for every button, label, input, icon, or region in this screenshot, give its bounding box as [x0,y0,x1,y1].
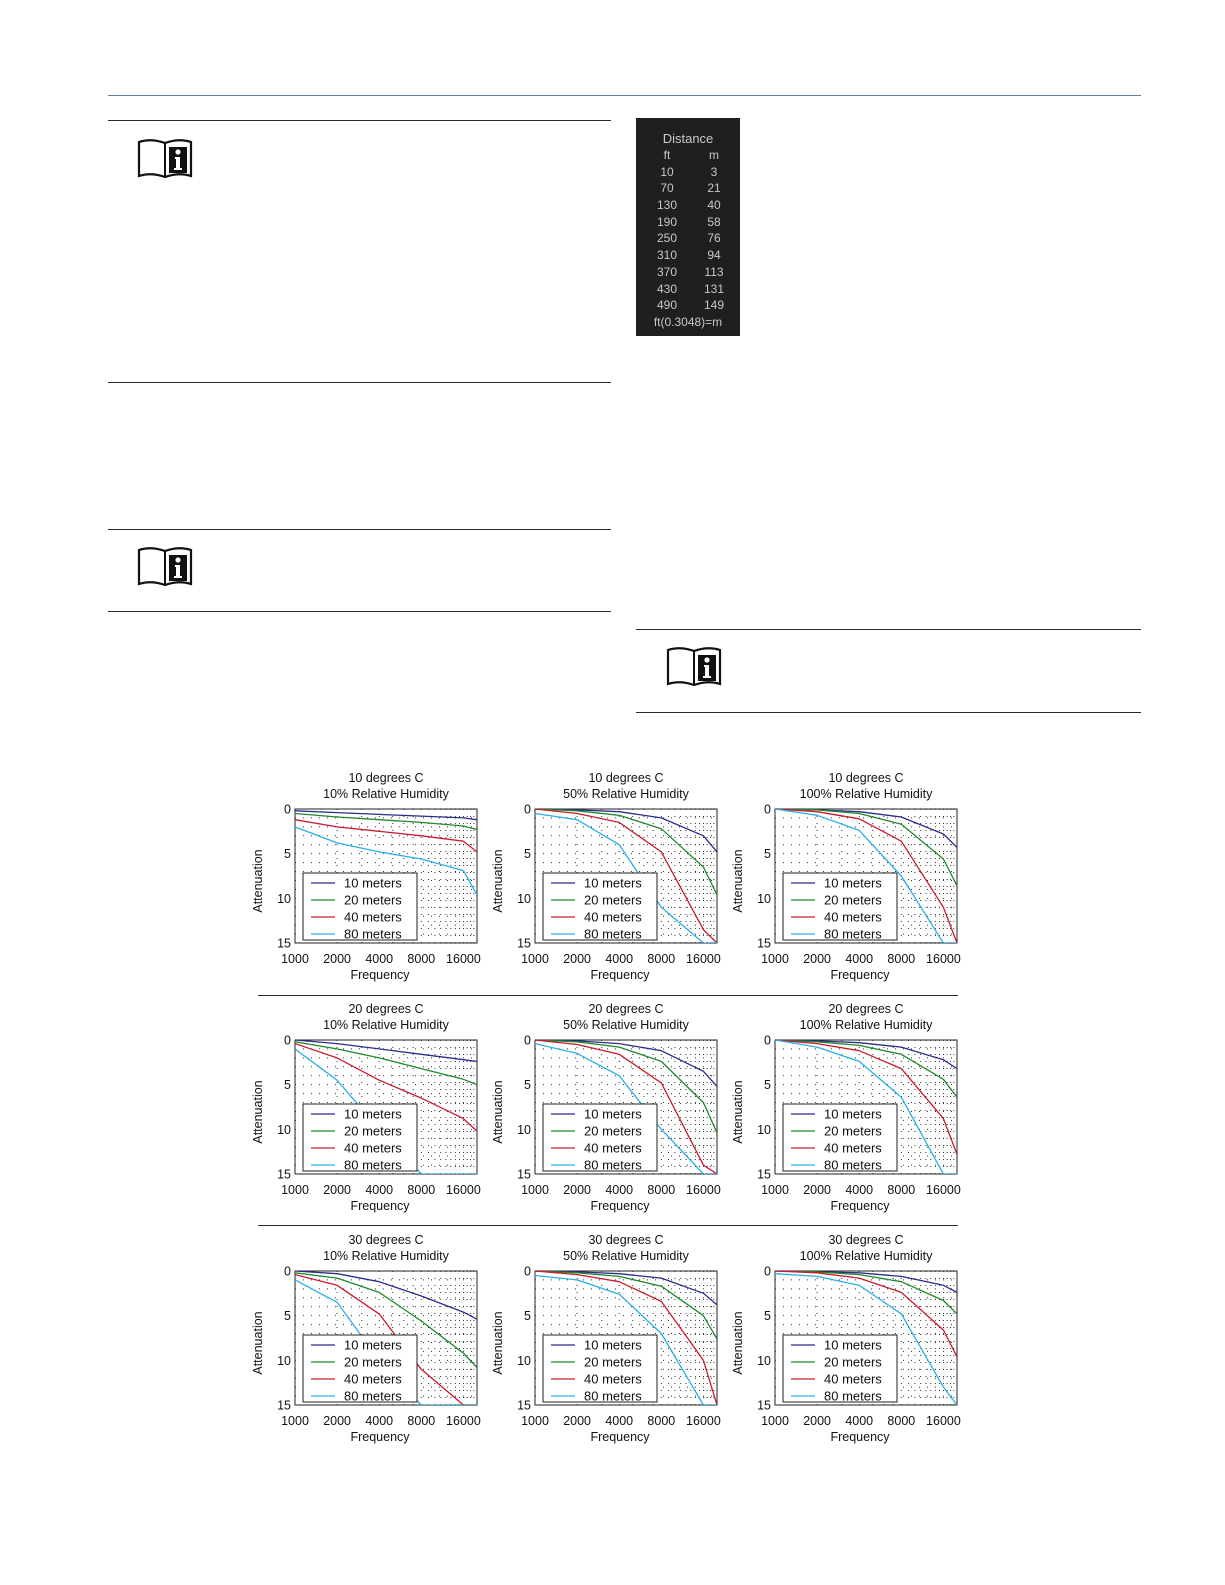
legend-label: 80 meters [584,1388,642,1404]
chart-title: 30 degrees C [828,1233,904,1247]
y-tick-label: 10 [277,1122,291,1137]
x-tick-label: 8000 [407,1183,436,1197]
distance-ft-cell: 250 [656,231,678,246]
x-tick-label: 4000 [605,952,634,966]
y-axis-label: Attenuation [251,849,265,913]
y-tick-label: 0 [764,1033,771,1048]
legend-label: 80 meters [344,1157,402,1173]
distance-ft-cell: 130 [656,198,678,213]
x-tick-label: 4000 [365,1183,394,1197]
distance-ft-cell: 190 [656,214,678,229]
legend-label: 20 meters [584,892,642,908]
y-tick-label: 15 [517,1398,531,1413]
x-tick-label: 4000 [845,1414,874,1428]
legend-label: 10 meters [824,1106,882,1122]
y-tick-label: 15 [517,1167,531,1182]
distance-table-title: Distance [662,131,714,146]
distance-table-header-ft: ft [663,148,671,162]
distance-m-cell: 76 [707,231,721,246]
distance-m-cell: 149 [703,298,725,313]
legend-label: 10 meters [584,1106,642,1122]
x-tick-label: 2000 [323,952,352,966]
legend-label: 10 meters [824,875,882,891]
y-tick-label: 15 [757,1398,771,1413]
y-tick-label: 15 [277,1167,291,1182]
x-tick-label: 4000 [845,1183,874,1197]
x-tick-label: 1000 [521,1414,549,1428]
y-tick-label: 5 [524,1078,531,1093]
chart-title: 10 degrees C [348,771,424,785]
y-tick-label: 10 [757,1122,771,1137]
chart-title: 10 degrees C [828,771,904,785]
attenuation-chart [251,1002,481,1213]
legend-label: 80 meters [584,926,642,942]
y-tick-label: 15 [757,936,771,951]
y-tick-label: 0 [524,1033,531,1048]
y-tick-label: 0 [284,802,291,817]
legend-label: 10 meters [344,1106,402,1122]
x-tick-label: 16000 [446,1414,481,1428]
x-tick-label: 2000 [803,1183,832,1197]
y-tick-label: 10 [757,891,771,906]
distance-ft-cell: 370 [656,264,678,279]
attenuation-chart [251,1233,481,1444]
legend-label: 80 meters [344,1388,402,1404]
y-axis-label: Attenuation [491,1311,505,1375]
y-tick-label: 10 [277,891,291,906]
x-tick-label: 1000 [281,1414,309,1428]
x-tick-label: 16000 [686,1414,721,1428]
attenuation-chart [491,1233,721,1444]
chart-subtitle: 10% Relative Humidity [323,1018,449,1032]
chart-subtitle: 100% Relative Humidity [799,1018,933,1032]
chart-subtitle: 10% Relative Humidity [323,1249,449,1263]
legend-label: 40 meters [584,1371,642,1387]
x-tick-label: 4000 [365,952,394,966]
legend-label: 10 meters [584,875,642,891]
legend-label: 80 meters [824,926,882,942]
x-tick-label: 8000 [647,952,676,966]
legend-label: 20 meters [824,1354,882,1370]
chart-subtitle: 50% Relative Humidity [563,1018,689,1032]
legend-label: 40 meters [824,1140,882,1156]
chart-title: 20 degrees C [828,1002,904,1016]
attenuation-chart [491,1002,721,1213]
distance-ft-cell: 10 [660,164,674,179]
distance-ft-cell: 490 [656,298,678,313]
legend-label: 20 meters [584,1354,642,1370]
y-tick-label: 0 [524,1264,531,1279]
y-axis-label: Attenuation [491,849,505,913]
chart-subtitle: 50% Relative Humidity [563,1249,689,1263]
chart-title: 30 degrees C [348,1233,424,1247]
distance-m-cell: 113 [704,264,724,279]
x-tick-label: 16000 [446,952,481,966]
legend-label: 10 meters [824,1337,882,1353]
legend-label: 40 meters [824,1371,882,1387]
x-tick-label: 8000 [887,952,916,966]
x-tick-label: 2000 [563,952,592,966]
y-tick-label: 0 [284,1264,291,1279]
x-axis-label: Frequency [830,1430,890,1444]
y-tick-label: 0 [764,802,771,817]
x-tick-label: 8000 [647,1414,676,1428]
x-tick-label: 16000 [926,1183,961,1197]
distance-m-cell: 21 [707,181,721,196]
x-tick-label: 8000 [647,1183,676,1197]
x-tick-label: 2000 [563,1414,592,1428]
distance-m-cell: 58 [707,214,721,229]
chart-title: 20 degrees C [348,1002,424,1016]
x-axis-label: Frequency [350,1199,410,1213]
legend-label: 40 meters [824,909,882,925]
x-tick-label: 4000 [605,1183,634,1197]
y-axis-label: Attenuation [731,849,745,913]
x-tick-label: 16000 [686,1183,721,1197]
y-tick-label: 5 [284,1078,291,1093]
y-tick-label: 0 [764,1264,771,1279]
distance-ft-cell: 430 [656,281,678,296]
x-tick-label: 1000 [281,1183,309,1197]
x-tick-label: 2000 [563,1183,592,1197]
y-tick-label: 15 [277,936,291,951]
legend-label: 40 meters [584,1140,642,1156]
legend-label: 40 meters [584,909,642,925]
x-tick-label: 1000 [761,1183,789,1197]
y-tick-label: 5 [764,1309,771,1324]
y-tick-label: 15 [277,1398,291,1413]
x-tick-label: 4000 [365,1414,394,1428]
legend-label: 20 meters [344,892,402,908]
y-axis-label: Attenuation [731,1311,745,1375]
x-tick-label: 2000 [803,952,832,966]
distance-table-header-m: m [709,148,719,162]
x-axis-label: Frequency [350,968,410,982]
legend-label: 10 meters [344,875,402,891]
x-axis-label: Frequency [830,968,890,982]
distance-m-cell: 40 [707,198,721,213]
y-tick-label: 15 [517,936,531,951]
y-tick-label: 10 [517,1122,531,1137]
legend-label: 40 meters [344,1140,402,1156]
y-axis-label: Attenuation [491,1080,505,1144]
chart-subtitle: 50% Relative Humidity [563,787,689,801]
x-axis-label: Frequency [590,968,650,982]
x-tick-label: 8000 [407,952,436,966]
x-tick-label: 1000 [761,1414,789,1428]
chart-subtitle: 100% Relative Humidity [799,787,933,801]
x-tick-label: 8000 [887,1414,916,1428]
x-tick-label: 2000 [803,1414,832,1428]
y-tick-label: 5 [284,1309,291,1324]
distance-m-cell: 94 [707,248,721,263]
y-tick-label: 10 [517,891,531,906]
attenuation-chart [491,771,721,982]
y-tick-label: 5 [764,1078,771,1093]
legend-label: 80 meters [824,1388,882,1404]
y-tick-label: 10 [277,1353,291,1368]
y-axis-label: Attenuation [731,1080,745,1144]
chart-title: 20 degrees C [588,1002,664,1016]
y-tick-label: 5 [524,1309,531,1324]
x-tick-label: 16000 [686,952,721,966]
distance-m-cell: 131 [703,281,725,296]
y-tick-label: 0 [284,1033,291,1048]
distance-ft-cell: 70 [660,181,674,196]
legend-label: 10 meters [344,1337,402,1353]
y-axis-label: Attenuation [251,1080,265,1144]
chart-title: 30 degrees C [588,1233,664,1247]
x-tick-label: 8000 [407,1414,436,1428]
legend-label: 20 meters [344,1123,402,1139]
distance-m-cell: 3 [710,164,718,179]
chart-title: 10 degrees C [588,771,664,785]
attenuation-chart [731,1233,961,1444]
x-tick-label: 1000 [761,952,789,966]
x-tick-label: 16000 [926,952,961,966]
x-tick-label: 1000 [521,1183,549,1197]
y-tick-label: 0 [524,802,531,817]
x-axis-label: Frequency [350,1430,410,1444]
attenuation-chart [731,1002,961,1213]
legend-label: 10 meters [584,1337,642,1353]
y-tick-label: 5 [524,847,531,862]
y-tick-label: 10 [517,1353,531,1368]
x-tick-label: 4000 [605,1414,634,1428]
chart-subtitle: 100% Relative Humidity [799,1249,933,1263]
y-tick-label: 5 [764,847,771,862]
attenuation-chart [731,771,961,982]
distance-ft-cell: 310 [656,248,678,263]
legend-label: 80 meters [824,1157,882,1173]
x-tick-label: 1000 [521,952,549,966]
legend-label: 80 meters [584,1157,642,1173]
legend-label: 20 meters [584,1123,642,1139]
x-tick-label: 16000 [926,1414,961,1428]
x-tick-label: 2000 [323,1183,352,1197]
legend-label: 20 meters [824,1123,882,1139]
legend-label: 80 meters [344,926,402,942]
x-tick-label: 2000 [323,1414,352,1428]
y-axis-label: Attenuation [251,1311,265,1375]
y-tick-label: 5 [284,847,291,862]
legend-label: 20 meters [344,1354,402,1370]
y-tick-label: 10 [757,1353,771,1368]
x-axis-label: Frequency [590,1430,650,1444]
x-tick-label: 16000 [446,1183,481,1197]
x-tick-label: 8000 [887,1183,916,1197]
chart-subtitle: 10% Relative Humidity [323,787,449,801]
x-axis-label: Frequency [830,1199,890,1213]
x-tick-label: 4000 [845,952,874,966]
y-tick-label: 15 [757,1167,771,1182]
legend-label: 20 meters [824,892,882,908]
x-axis-label: Frequency [590,1199,650,1213]
x-tick-label: 1000 [281,952,309,966]
distance-table-footer: ft(0.3048)=m [653,314,723,329]
legend-label: 40 meters [344,1371,402,1387]
attenuation-chart [251,771,481,982]
legend-label: 40 meters [344,909,402,925]
